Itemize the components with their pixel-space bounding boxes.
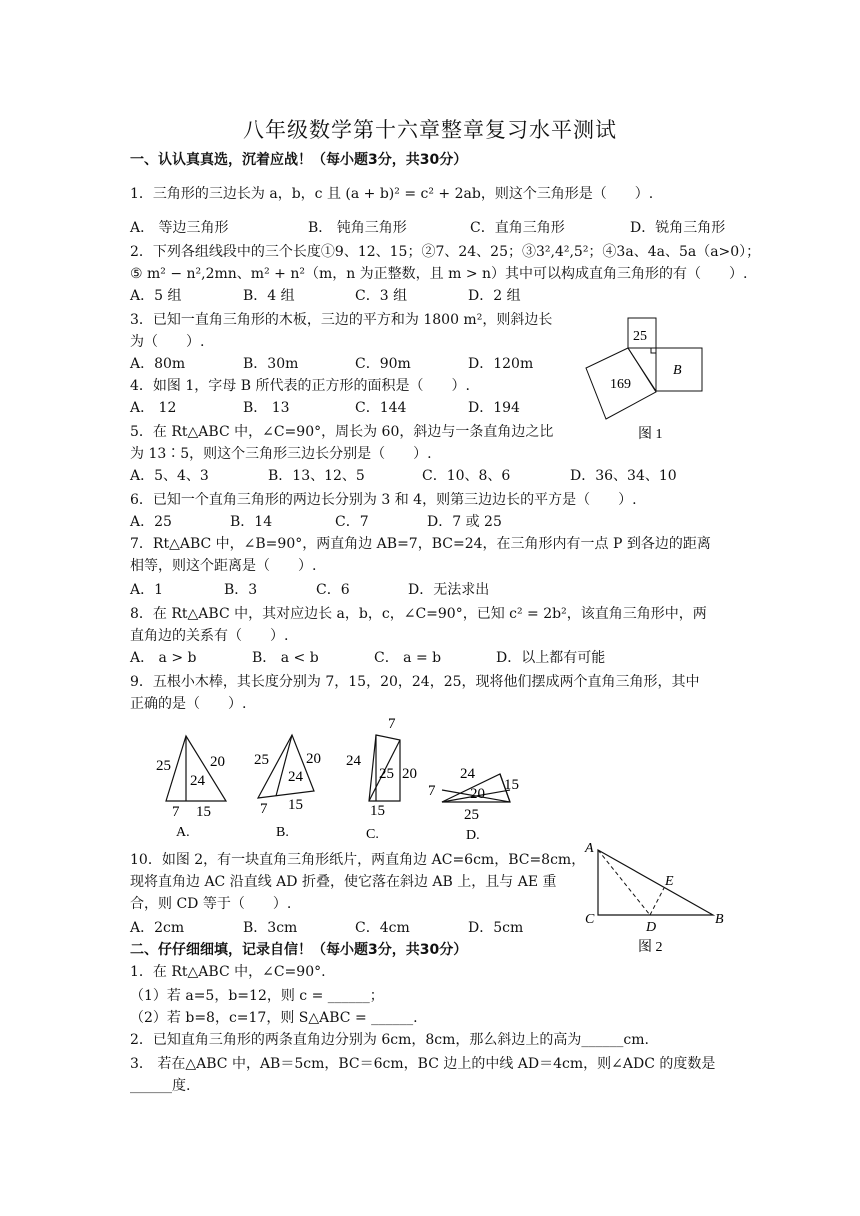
q9b-label-25: 25 xyxy=(254,752,269,768)
question-7-line-2: 相等，则这个距离是（ ）. xyxy=(130,558,317,574)
fill-3-line-2: ______度. xyxy=(130,1078,191,1094)
q9b-label-20: 20 xyxy=(306,751,321,767)
page-title: 八年级数学第十六章整章复习水平测试 xyxy=(243,118,617,142)
q4-option-c[interactable]: C．144 xyxy=(355,400,407,416)
q1-option-b[interactable]: B． 钝角三角形 xyxy=(308,220,407,236)
fig2-caption: 图 2 xyxy=(638,940,663,955)
q3-option-c[interactable]: C．90m xyxy=(355,356,411,372)
q3-option-a[interactable]: A．80m xyxy=(130,356,186,372)
q9d-label-20: 20 xyxy=(470,786,485,802)
q9c-label-25: 25 xyxy=(379,766,394,782)
q9d-label-15: 15 xyxy=(504,777,519,793)
q4-option-a[interactable]: A． 12 xyxy=(130,400,177,416)
question-1-stem: 1．三角形的三边长为 a，b，c 且 (a + b)² = c² + 2ab，则这个三角形是（ ）. xyxy=(130,186,654,202)
q9d-label-7: 7 xyxy=(428,783,436,799)
q1-option-d[interactable]: D．锐角三角形 xyxy=(630,220,726,236)
q9a-label-15: 15 xyxy=(196,804,211,820)
q10-option-c[interactable]: C．4cm xyxy=(355,920,410,936)
q6-option-c[interactable]: C．7 xyxy=(335,514,369,530)
q9d-label-25: 25 xyxy=(464,807,479,823)
q2-option-a[interactable]: A．5 组 xyxy=(130,288,182,304)
q9a-caption: A. xyxy=(176,825,190,840)
fill-1-sub-2: （2）若 b=8，c=17，则 S△ABC = ______. xyxy=(130,1010,418,1026)
question-9-line-2: 正确的是（ ）. xyxy=(130,696,247,712)
fig1-label-25: 25 xyxy=(633,329,647,344)
question-5-options xyxy=(130,466,677,486)
fig1-label-b: B xyxy=(673,363,682,378)
q2-option-c[interactable]: C．3 组 xyxy=(355,288,408,304)
q9-figure-b[interactable] xyxy=(254,735,321,840)
fig2-label-b: B xyxy=(715,912,724,927)
q7-option-b[interactable]: B．3 xyxy=(224,582,258,598)
q8-option-a[interactable]: A． a > b xyxy=(130,650,197,666)
q6-option-d[interactable]: D．7 或 25 xyxy=(427,514,502,530)
fill-3-line-1: 3． 若在△ABC 中，AB＝5cm，BC＝6cm，BC 边上的中线 AD＝4cm，则∠ADC 的度数是 xyxy=(130,1056,716,1072)
question-3-options xyxy=(130,354,533,374)
question-8-options xyxy=(130,648,605,668)
q6-option-b[interactable]: B．14 xyxy=(230,514,273,530)
fig2-label-c: C xyxy=(585,912,595,927)
q7-option-a[interactable]: A．1 xyxy=(130,582,164,598)
question-5-line-1: 5．在 Rt△ABC 中，∠C=90°，周长为 60，斜边与一条直角边之比 xyxy=(130,424,554,440)
q9d-label-24: 24 xyxy=(460,766,475,782)
question-6-stem: 6．已知一个直角三角形的两边长分别为 3 和 4，则第三边边长的平方是（ ）. xyxy=(130,492,637,508)
q8-option-d[interactable]: D．以上都有可能 xyxy=(496,650,606,666)
q9b-label-7: 7 xyxy=(260,801,268,817)
q9b-label-24: 24 xyxy=(288,769,303,785)
q9a-label-24: 24 xyxy=(190,773,205,789)
q9c-label-15: 15 xyxy=(370,803,385,819)
question-6-options xyxy=(130,512,502,532)
figure-1 xyxy=(580,312,715,444)
question-4-options xyxy=(130,398,520,418)
q4-option-b[interactable]: B． 13 xyxy=(243,400,290,416)
q7-option-c[interactable]: C．6 xyxy=(316,582,350,598)
q10-option-b[interactable]: B．3cm xyxy=(243,920,298,936)
q3-option-b[interactable]: B．30m xyxy=(243,356,299,372)
q8-option-c[interactable]: C． a = b xyxy=(374,650,442,666)
q3-option-d[interactable]: D．120m xyxy=(468,356,534,372)
q4-option-d[interactable]: D．194 xyxy=(468,400,520,416)
question-8-line-2: 直角边的关系有（ ）. xyxy=(130,628,289,644)
q5-option-c[interactable]: C．10、8、6 xyxy=(422,468,511,484)
section-heading-fill: 二、仔仔细细填，记录自信！（每小题3分，共30分） xyxy=(130,942,468,958)
question-8-line-1: 8．在 Rt△ABC 中，其对应边长 a，b，c，∠C=90°，已知 c² = 2b²，该直角三角形中，两 xyxy=(130,606,707,622)
q10-option-a[interactable]: A．2cm xyxy=(130,920,185,936)
question-10-line-3: 合，则 CD 等于（ ）. xyxy=(130,896,292,912)
question-4-stem: 4．如图 1，字母 B 所代表的正方形的面积是（ ）. xyxy=(130,378,470,394)
question-3-line-2: 为（ ）. xyxy=(130,334,205,350)
fill-1-sub-1: （1）若 a=5，b=12，则 c = ______； xyxy=(130,988,384,1004)
fill-1-stem: 1．在 Rt△ABC 中，∠C=90°. xyxy=(130,964,326,980)
question-2-options xyxy=(130,286,521,306)
q9-figure-c[interactable] xyxy=(346,716,417,842)
q6-option-a[interactable]: A．25 xyxy=(130,514,172,530)
question-3-line-1: 3．已知一直角三角形的木板，三边的平方和为 1800 m²，则斜边长 xyxy=(130,312,553,328)
q9a-label-7: 7 xyxy=(172,804,180,820)
question-9-line-1: 9．五根小木棒，其长度分别为 7，15，20，24，25，现将他们摆成两个直角三角形，其中 xyxy=(130,674,700,690)
q8-option-b[interactable]: B． a < b xyxy=(252,650,319,666)
q5-option-b[interactable]: B．13、12、5 xyxy=(268,468,365,484)
q2-option-b[interactable]: B．4 组 xyxy=(243,288,295,304)
q9a-label-25: 25 xyxy=(156,758,171,774)
q2-option-d[interactable]: D．2 组 xyxy=(468,288,521,304)
q9c-label-24: 24 xyxy=(346,753,361,769)
figure-2 xyxy=(580,838,730,960)
question-7-line-1: 7．Rt△ABC 中，∠B=90°，两直角边 AB=7，BC=24，在三角形内有一点 P 到各边的距离 xyxy=(130,536,711,552)
q9-figure-d[interactable] xyxy=(428,766,519,843)
question-10-line-1: 10．如图 2，有一块直角三角形纸片，两直角边 AC=6cm，BC=8cm， xyxy=(130,852,586,868)
q9d-caption: D. xyxy=(466,828,480,843)
fig2-perpendicular xyxy=(650,888,664,915)
q10-option-d[interactable]: D．5cm xyxy=(468,920,524,936)
fig2-triangle xyxy=(598,850,713,915)
q9c-label-7: 7 xyxy=(388,716,396,732)
q9b-label-15: 15 xyxy=(288,797,303,813)
question-7-options xyxy=(130,580,489,600)
section-heading-choice: 一、认认真真选，沉着应战！（每小题3分，共30分） xyxy=(130,152,468,168)
q9b-caption: B. xyxy=(276,825,289,840)
q5-option-d[interactable]: D．36、34、10 xyxy=(570,468,677,484)
fig2-label-e: E xyxy=(665,874,674,889)
q1-option-a[interactable]: A． 等边三角形 xyxy=(130,220,229,236)
question-10-options xyxy=(130,918,523,938)
fig1-label-169: 169 xyxy=(610,377,631,392)
fig2-label-d: D xyxy=(646,920,657,935)
q9c-caption: C. xyxy=(366,827,379,842)
fill-2: 2．已知直角三角形的两条直角边分别为 6cm，8cm，那么斜边上的高为______cm. xyxy=(130,1032,649,1048)
fig1-right-angle-mark xyxy=(651,348,656,353)
question-2-line-1: 2．下列各组线段中的三个长度①9、12、15；②7、24、25；③3²,4²,5²；④3a、4a、5a（a>0）； xyxy=(130,244,761,260)
q9c-label-20: 20 xyxy=(402,766,417,782)
question-2-line-2: ⑤ m² − n²,2mn、m² + n²（m，n 为正整数，且 m > n）其中可以构成直角三角形的有（ ）. xyxy=(130,266,748,282)
question-10-line-2: 现将直角边 AC 沿直线 AD 折叠，使它落在斜边 AB 上，且与 AE 重 xyxy=(130,874,557,890)
question-9-figures xyxy=(150,712,540,846)
fig2-fold-line xyxy=(598,850,650,915)
fig1-caption: 图 1 xyxy=(638,427,663,442)
question-1-options xyxy=(130,218,725,238)
q9-figure-a[interactable] xyxy=(156,736,226,840)
fig2-label-a: A xyxy=(585,841,594,856)
q5-option-a[interactable]: A．5、4、3 xyxy=(130,468,209,484)
question-5-line-2: 为 13∶5，则这个三角形三边长分别是（ ）. xyxy=(130,446,432,462)
q9a-label-20: 20 xyxy=(210,754,225,770)
q1-option-c[interactable]: C．直角三角形 xyxy=(470,220,565,236)
q7-option-d[interactable]: D．无法求出 xyxy=(408,582,490,598)
